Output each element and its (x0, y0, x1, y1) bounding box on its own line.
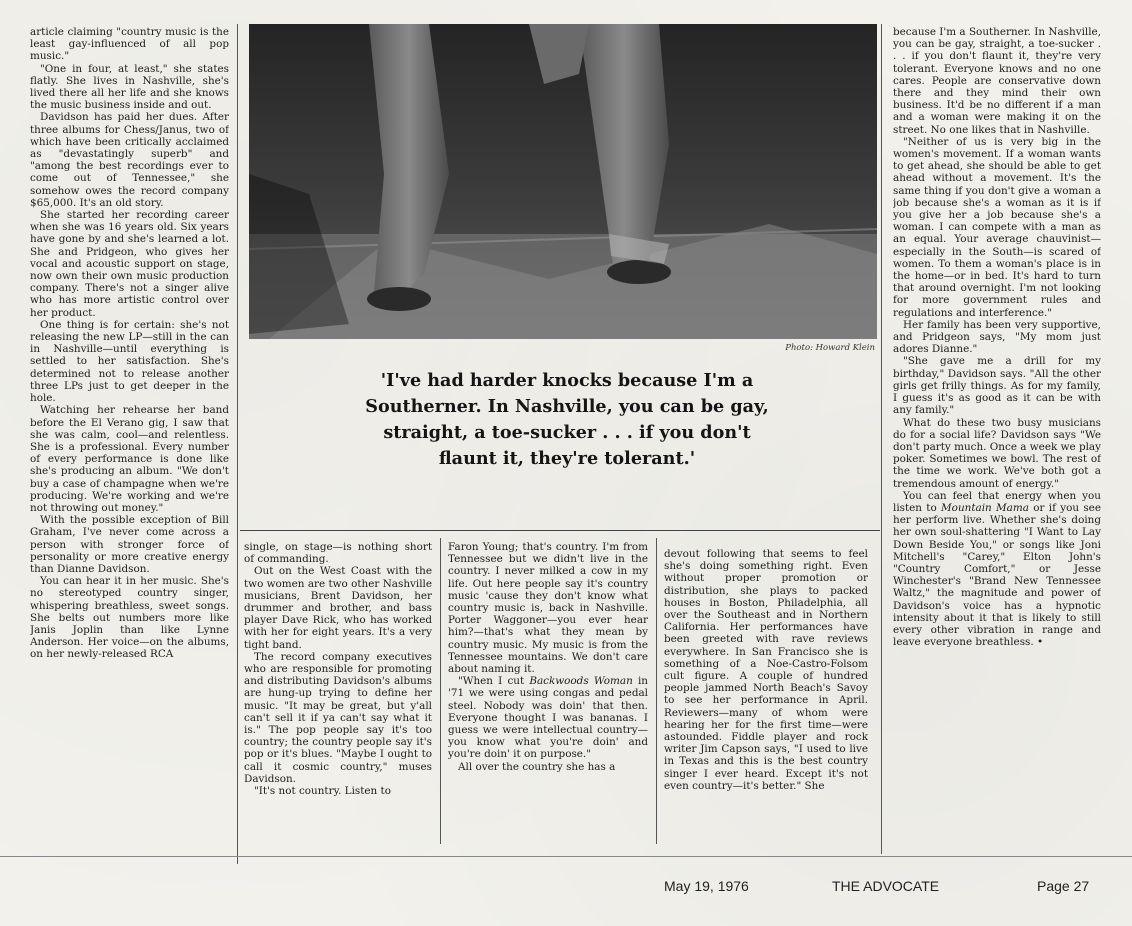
photo-credit: Photo: Howard Klein (785, 343, 875, 353)
article-photo (249, 24, 877, 339)
article-column-1 (30, 26, 229, 868)
paragraph: The record company executives who are responsible for promoting and distributing Davidson's albums are hung-up trying to define her music. "It may be great, but y'all can't sell it if ya can't say what it is." The pop people say it's too country; the country people say it's pop or it's blues. "Maybe I ought to call it cosmic country," muses Davidson. (244, 650, 432, 785)
paragraph: She started her recording career when she was 16 years old. Six years have gone by and she's learned a lot. She and Pridgeon, who gives her vocal and acoustic support on stage, now own their own music production company. There's not a singer alive who has more artistic control over her product. (30, 209, 229, 319)
paragraph: What do these two busy musicians do for a social life? Davidson says "We don't party much. Once a week we play poker. Sometimes we bowl. The rest of the time we work. We've both got a tremendous amount of energy." (893, 416, 1101, 490)
paragraph: article claiming "country music is the least gay-influenced of all pop music." (30, 26, 229, 63)
paragraph: "Neither of us is very big in the women's movement. If a woman wants to get ahead, she should be able to get ahead without a movement. It's the same thing if you don't give a woman a job because she's a woman as it is if you give her a job because she's a woman. I can compete with a man as an equal. Your average chauvinist—especially in the South—is scared of women. To them a woman's place is in the home—or in bed. It's hard to turn that around overnight. I'm not looking for more government rules and regulations and interference." (893, 135, 1101, 319)
paragraph: Davidson has paid her dues. After three albums for Chess/Janus, two of which have been critically acclaimed as "devastatingly superb" and "among the best recordings ever to come out of Tennessee," she somehow owes the record company $65,000. It's an old story. (30, 111, 229, 209)
paragraph: All over the country she has a (458, 760, 616, 773)
paragraph: One thing is for certain: she's not releasing the new LP—still in the can in Nashville—until everything is settled to her satisfaction. She's determined not to release another three LPs just to get deeper in the hole. (30, 318, 229, 405)
italic-title: Backwoods Woman (529, 675, 633, 688)
paragraph: Her family has been very supportive, and Pridgeon says, "My mom just adores Dianne." (893, 318, 1101, 356)
pull-quote: 'I've had harder knocks because I'm a Southerner. In Nashville, you can be gay, straight, a toe-sucker . . . if you don't flaunt it, they're tolerant.' (365, 370, 769, 469)
paragraph: Watching her rehearse her band before the El Verano gig, I saw that she was calm, cool—and relentless. She is a professional. Every number of every performance is done like she's producing an album. "We don't buy a case of champagne when we're producing. We're working and we're not throwing out money." (30, 404, 229, 514)
paragraph: "It's not country. Listen to (254, 785, 391, 798)
paragraph: You can feel that energy when you listen to Mountain Mama or if you see her perform live. Whether she's doing her own soul-shattering "I Want to Lay Down Beside You," or songs like Joni Mitchell's "Carey," Elton John's "Country Comfort," or Jesse Winchester's "Brand New Tennessee Waltz," the magnitude and power of Davidson's voice has a hypnotic intensity about it that is likely to still every other vibration in range and leave everyone breathless. • (893, 489, 1101, 649)
article-column-5 (893, 26, 1101, 864)
column-rule (656, 538, 657, 844)
footer-rule (0, 856, 1132, 857)
paragraph: "She gave me a drill for my birthday," Davidson says. "All the other girls get frilly things. As for my family, I guess it's as good as it can be with any family." (893, 355, 1101, 417)
paragraph: because I'm a Southerner. In Nashville, you can be gay, straight, a toe-sucker . . . if you don't flaunt it, they're very tolerant. Everyone knows and no one cares. People are conservative down there and they mind their own business. It'd be no different if a man and a woman were making it on the street. No one likes that in Nashville. (893, 26, 1101, 136)
photo-image (249, 24, 877, 339)
paragraph: single, on stage—is nothing short of commanding. (244, 541, 432, 566)
paragraph: Faron Young; that's country. I'm from Tennessee but we didn't live in the country. I never milked a cow in my life. Out here people say it's country music 'cause they don't know what country music is, back in Nashville. Porter Waggoner—you ever hear him?—that's what they mean by country music. My music is from the Tennessee mountains. We don't care about naming it. (448, 541, 648, 676)
footer-date: May 19, 1976 (664, 878, 749, 894)
article-column-3 (448, 541, 648, 844)
section-rule (240, 530, 880, 531)
paragraph: devout following that seems to feel she's doing something right. Even without proper promotion or distribution, she plays to packed houses in Boston, Philadelphia, all over the Southeast and in Northern California. Her performances have been greeted with rave reviews everywhere. In San Francisco she is something of a Noe-Castro-Folsom cult figure. A couple of hundred people jammed North Beach's Savoy to see her performance in April. Reviewers—many of whom were hearing her for the first time—were astounded. Fiddle player and rock writer Jim Capson says, "I used to live in Texas and this is the best country singer I ever heard. Except it's not even country—it's better." She (664, 548, 868, 792)
paragraph: Out on the West Coast with the two women are two other Nashville musicians, Brent Davidson, her drummer and brother, and bass player Dave Rick, who has worked with her for eight years. It's a very tight band. (244, 565, 432, 651)
article-column-2 (244, 541, 432, 844)
column-rule (440, 538, 441, 844)
footer-page-number: Page 27 (1037, 878, 1090, 894)
paragraph: You can hear it in her music. She's no stereotyped country singer, whispering breathless, sweet songs. She belts out numbers more like Janis Joplin than like Lynne Anderson. Her voice—on the albums, on her newly-released RCA (30, 575, 229, 661)
italic-title: Mountain Mama (941, 501, 1029, 514)
column-rule (881, 24, 882, 854)
column-rule (237, 24, 238, 864)
paragraph: "When I cut Backwoods Woman in '71 we were using congas and pedal steel. Nobody was doin' that then. Everyone thought I was bananas. I guess we were intellectual country—you know what you're doin' and you're doin' it on purpose." (448, 675, 648, 761)
footer-publication: THE ADVOCATE (832, 878, 940, 894)
paragraph: With the possible exception of Bill Graham, I've never come across a person with stronger force of personality or more creative energy than Dianne Davidson. (30, 514, 229, 575)
paragraph: "One in four, at least," she states flatly. She lives in Nashville, she's lived there all her life and she knows the music business inside and out. (30, 62, 229, 112)
article-column-4 (664, 548, 868, 844)
